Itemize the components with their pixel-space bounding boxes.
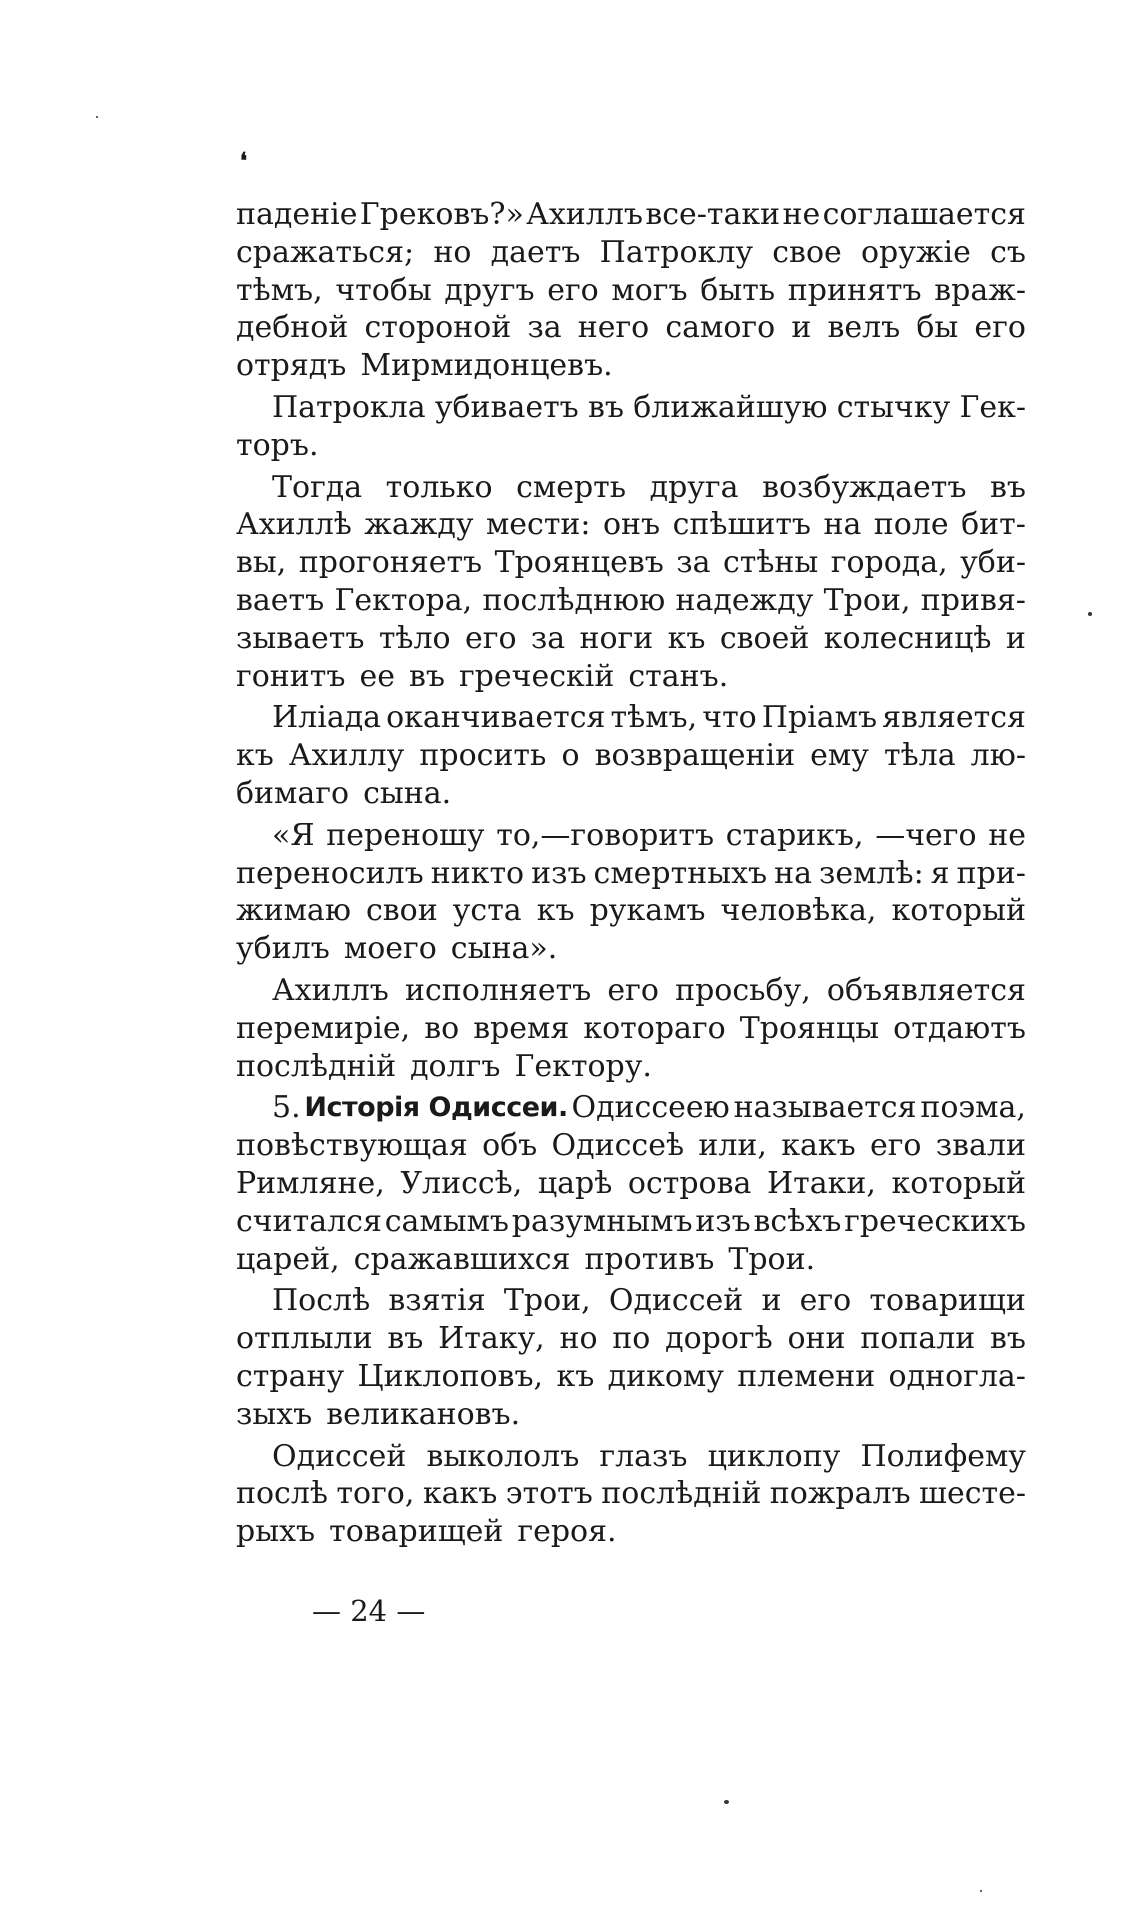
text-line bbox=[236, 1010, 1026, 1048]
word: переносилъ bbox=[236, 855, 424, 891]
word: сражаться; bbox=[236, 234, 415, 270]
word: отдаютъ bbox=[893, 1010, 1026, 1046]
text-line bbox=[236, 892, 1026, 930]
word: Полифему bbox=[860, 1438, 1026, 1474]
word: бы bbox=[916, 310, 959, 346]
word: дебной bbox=[236, 310, 349, 346]
word: одногла- bbox=[888, 1358, 1026, 1394]
word: паденіе bbox=[236, 197, 358, 232]
word: разумнымъ bbox=[511, 1203, 693, 1239]
word: свое bbox=[772, 234, 842, 270]
word: все-таки bbox=[645, 197, 781, 232]
word: послѣднюю bbox=[482, 582, 666, 618]
word: друга bbox=[649, 469, 739, 505]
word: послѣдній bbox=[601, 1476, 762, 1512]
word: не bbox=[782, 197, 821, 232]
word: выкололъ bbox=[426, 1438, 580, 1474]
word: Итаку, bbox=[438, 1321, 545, 1357]
word: свои bbox=[365, 893, 438, 929]
text-line bbox=[236, 1127, 1026, 1165]
word: острова bbox=[627, 1165, 752, 1201]
word: изъ bbox=[531, 855, 587, 891]
text-line bbox=[236, 347, 1026, 385]
word: или, bbox=[698, 1128, 767, 1164]
word: къ bbox=[236, 738, 274, 774]
word: всѣхъ bbox=[753, 1203, 842, 1239]
text-line bbox=[236, 855, 1026, 893]
word: его bbox=[799, 1283, 852, 1319]
word: мести: bbox=[485, 507, 591, 543]
word: Патроклу bbox=[599, 234, 754, 270]
word: прогоняетъ bbox=[298, 545, 483, 581]
word: колесницѣ bbox=[823, 620, 992, 656]
text-line bbox=[236, 620, 1026, 658]
word: попали bbox=[860, 1321, 976, 1357]
word: зываетъ bbox=[236, 620, 365, 656]
word: смертныхъ bbox=[593, 855, 768, 891]
word: жажду bbox=[364, 507, 474, 543]
text-line bbox=[236, 817, 1026, 855]
word: съ bbox=[990, 234, 1026, 270]
word: и bbox=[1005, 620, 1026, 656]
word: Послѣ bbox=[272, 1283, 371, 1319]
word: Пріамъ bbox=[761, 700, 878, 736]
word: города, bbox=[830, 545, 948, 581]
text-line bbox=[236, 699, 1026, 737]
word: царѣ bbox=[537, 1165, 613, 1201]
word: Ахиллу bbox=[288, 738, 405, 774]
word: убиваетъ bbox=[434, 389, 579, 425]
scan-speck bbox=[980, 1890, 982, 1892]
word: станъ. bbox=[628, 658, 729, 694]
word: его bbox=[464, 620, 517, 656]
word: Трои, bbox=[823, 582, 911, 618]
text-line bbox=[236, 1358, 1026, 1396]
word: зыхъ bbox=[236, 1396, 313, 1432]
word: тѣла bbox=[883, 738, 956, 774]
scan-speck bbox=[724, 1800, 729, 1804]
word: на bbox=[774, 855, 812, 891]
word: отплыли bbox=[236, 1321, 373, 1357]
word: жимаю bbox=[236, 893, 351, 929]
word: Иліада bbox=[272, 700, 382, 736]
word: Улиссѣ, bbox=[400, 1165, 523, 1201]
word: принятъ bbox=[787, 272, 922, 308]
word: убилъ bbox=[236, 931, 330, 967]
word: отрядъ bbox=[236, 348, 347, 384]
text-line bbox=[236, 1203, 1026, 1241]
word: стороной bbox=[364, 310, 512, 346]
word: въ bbox=[990, 1321, 1026, 1357]
body-text bbox=[236, 196, 1026, 1551]
word: котораго bbox=[583, 1010, 726, 1046]
text-line bbox=[236, 775, 1026, 813]
word: смерть bbox=[516, 469, 627, 505]
word: того, bbox=[336, 1476, 415, 1512]
word: время bbox=[473, 1010, 570, 1046]
text-line bbox=[236, 544, 1026, 582]
word: ноги bbox=[579, 620, 654, 656]
word: какъ bbox=[781, 1128, 856, 1164]
section-heading: Исторія Одиссеи. bbox=[304, 1092, 568, 1124]
word: за bbox=[530, 620, 566, 656]
word: циклопу bbox=[707, 1438, 841, 1474]
word: никто bbox=[430, 855, 525, 891]
scan-speck bbox=[96, 116, 98, 118]
word: своей bbox=[719, 620, 810, 656]
word: враж- bbox=[934, 272, 1026, 308]
word: бит- bbox=[961, 507, 1026, 543]
word: Римляне, bbox=[236, 1165, 385, 1201]
word: за bbox=[676, 545, 711, 581]
word: переношу bbox=[326, 817, 485, 853]
word: Ахиллѣ bbox=[236, 507, 352, 543]
word: уби- bbox=[960, 545, 1026, 581]
word: Гектора, bbox=[334, 582, 473, 618]
word: даетъ bbox=[490, 234, 581, 270]
word: который bbox=[891, 893, 1026, 929]
word: Грековъ?» bbox=[359, 197, 524, 232]
word: оружіе bbox=[860, 234, 971, 270]
word: стѣны bbox=[722, 545, 819, 581]
word: послѣдній bbox=[236, 1048, 397, 1084]
word: тѣмъ, bbox=[610, 700, 698, 736]
word: Мирмидонцевъ. bbox=[360, 348, 613, 384]
word: за bbox=[527, 310, 562, 346]
word: къ bbox=[536, 893, 575, 929]
word: при- bbox=[956, 855, 1026, 891]
word: оканчивается bbox=[386, 700, 606, 736]
word: рыхъ bbox=[236, 1514, 316, 1550]
word: Одиссеею bbox=[571, 1090, 730, 1126]
word: только bbox=[385, 469, 493, 505]
page-number: — 24 — bbox=[312, 1594, 426, 1628]
word: соглашается bbox=[822, 197, 1026, 232]
word: могъ bbox=[611, 272, 688, 308]
word: страну bbox=[236, 1358, 345, 1394]
word: просьбу, bbox=[675, 972, 811, 1008]
word: какъ bbox=[422, 1476, 498, 1512]
word: Циклоповъ, bbox=[357, 1358, 544, 1394]
word: пожралъ bbox=[769, 1476, 911, 1512]
text-line bbox=[236, 1241, 1026, 1279]
word: Итаки, bbox=[766, 1165, 876, 1201]
word: на bbox=[823, 507, 862, 543]
word: дикому bbox=[607, 1358, 724, 1394]
word: возвращеніи bbox=[594, 738, 796, 774]
word: «Я bbox=[272, 817, 315, 853]
word: называется bbox=[733, 1090, 917, 1126]
word: ему bbox=[810, 738, 869, 774]
word: стычку bbox=[836, 389, 951, 425]
word: его bbox=[607, 972, 659, 1008]
word: —чего bbox=[875, 817, 977, 853]
word: въ bbox=[408, 658, 445, 694]
word: поле bbox=[873, 507, 949, 543]
word: къ bbox=[667, 620, 706, 656]
word: но bbox=[559, 1321, 598, 1357]
word: героя. bbox=[517, 1514, 617, 1550]
word: бимаго bbox=[236, 775, 350, 811]
word: сына». bbox=[450, 931, 558, 967]
word: Тогда bbox=[272, 469, 363, 505]
text-line bbox=[236, 1089, 1026, 1127]
word: товарищей bbox=[329, 1514, 504, 1550]
word: считался bbox=[236, 1203, 382, 1239]
word: вы, bbox=[236, 545, 287, 581]
word: во bbox=[424, 1010, 460, 1046]
word: противъ bbox=[584, 1241, 715, 1277]
word: о bbox=[561, 738, 580, 774]
word: но bbox=[433, 234, 472, 270]
word: ближайшую bbox=[633, 389, 828, 425]
text-line bbox=[236, 427, 1026, 465]
text-line bbox=[236, 196, 1026, 234]
word: который bbox=[891, 1165, 1026, 1201]
word: не bbox=[988, 817, 1026, 853]
word: Одиссей bbox=[608, 1283, 744, 1319]
word: послѣ bbox=[236, 1476, 329, 1512]
scan-speck bbox=[1088, 612, 1092, 616]
word: сына. bbox=[363, 775, 452, 811]
word: по bbox=[612, 1321, 651, 1357]
word: него bbox=[577, 310, 650, 346]
word: объ bbox=[482, 1128, 538, 1164]
word: землѣ: bbox=[818, 855, 924, 891]
word: Ахиллъ bbox=[526, 197, 644, 232]
word: гонитъ bbox=[236, 658, 346, 694]
word: тѣло bbox=[378, 620, 451, 656]
word: просить bbox=[419, 738, 547, 774]
word: дорогѣ bbox=[665, 1321, 773, 1357]
text-line bbox=[236, 972, 1026, 1010]
word: поэма, bbox=[920, 1090, 1026, 1126]
text-line bbox=[236, 506, 1026, 544]
text-line bbox=[236, 1165, 1026, 1203]
word: самого bbox=[665, 310, 776, 346]
text-line bbox=[236, 1320, 1026, 1358]
word: другъ bbox=[444, 272, 535, 308]
word: чтобы bbox=[335, 272, 432, 308]
word: сражавшихся bbox=[353, 1241, 571, 1277]
word: старикъ, bbox=[725, 817, 864, 853]
text-line bbox=[236, 1513, 1026, 1551]
word: взятія bbox=[388, 1283, 486, 1319]
text-line bbox=[236, 389, 1026, 427]
text-line bbox=[236, 658, 1026, 696]
word: моего bbox=[343, 931, 437, 967]
word: племени bbox=[737, 1358, 876, 1394]
word: его bbox=[547, 272, 599, 308]
word: исполняетъ bbox=[404, 972, 592, 1008]
word: Гек- bbox=[959, 389, 1026, 425]
word: ваетъ bbox=[236, 582, 325, 618]
word: что bbox=[702, 700, 757, 736]
text-line bbox=[236, 469, 1026, 507]
word: и bbox=[791, 310, 812, 346]
word: въ bbox=[990, 469, 1026, 505]
word: его bbox=[974, 310, 1026, 346]
text-line bbox=[236, 1475, 1026, 1513]
word: повѣствующая bbox=[236, 1128, 468, 1164]
word: то,—говоритъ bbox=[496, 817, 715, 853]
word: шесте- bbox=[919, 1476, 1026, 1512]
text-line bbox=[236, 1396, 1026, 1434]
word: Ахиллъ bbox=[272, 972, 389, 1008]
word: ее bbox=[359, 658, 395, 694]
text-line bbox=[236, 1048, 1026, 1086]
word: велъ bbox=[827, 310, 901, 346]
word: къ bbox=[556, 1358, 595, 1394]
word: товарищи bbox=[869, 1283, 1026, 1319]
word: Троянцы bbox=[739, 1010, 880, 1046]
word: и bbox=[761, 1283, 782, 1319]
word: изъ bbox=[695, 1203, 751, 1239]
text-line bbox=[236, 272, 1026, 310]
word: они bbox=[787, 1321, 846, 1357]
word: торъ. bbox=[236, 427, 319, 463]
text-line bbox=[236, 737, 1026, 775]
word: великановъ. bbox=[326, 1396, 521, 1432]
word: человѣка, bbox=[720, 893, 877, 929]
word: Одиссеѣ bbox=[551, 1128, 685, 1164]
word: самымъ bbox=[384, 1203, 510, 1239]
text-line bbox=[236, 1438, 1026, 1476]
word: греческихъ bbox=[844, 1203, 1026, 1239]
text-line bbox=[236, 1282, 1026, 1320]
section-number: 5. bbox=[272, 1090, 301, 1126]
word: въ bbox=[387, 1321, 424, 1357]
word: перемиріе, bbox=[236, 1010, 411, 1046]
text-line bbox=[236, 930, 1026, 968]
text-line bbox=[236, 309, 1026, 347]
text-line bbox=[236, 234, 1026, 272]
word: его bbox=[869, 1128, 922, 1164]
ornament-mark: ❛ bbox=[240, 148, 248, 174]
word: въ bbox=[588, 389, 624, 425]
word: рукамъ bbox=[589, 893, 706, 929]
word: привя- bbox=[920, 582, 1026, 618]
word: лю- bbox=[970, 738, 1026, 774]
word: возбуждаетъ bbox=[762, 469, 967, 505]
word: долгъ bbox=[410, 1048, 501, 1084]
word: надежду bbox=[675, 582, 814, 618]
word: Одиссей bbox=[272, 1438, 407, 1474]
word: глазъ bbox=[599, 1438, 688, 1474]
word: я bbox=[930, 855, 950, 891]
word: греческій bbox=[458, 658, 615, 694]
word: быть bbox=[700, 272, 776, 308]
word: Трои, bbox=[503, 1283, 591, 1319]
word: царей, bbox=[236, 1241, 340, 1277]
word: уста bbox=[452, 893, 522, 929]
word: спѣшитъ bbox=[672, 507, 812, 543]
word: Гектору. bbox=[514, 1048, 652, 1084]
word: Трои. bbox=[728, 1241, 816, 1277]
word: объявляется bbox=[826, 972, 1026, 1008]
word: Троянцевъ bbox=[494, 545, 664, 581]
word: звали bbox=[935, 1128, 1026, 1164]
word: тѣмъ, bbox=[236, 272, 323, 308]
word: онъ bbox=[602, 507, 661, 543]
word: Патрокла bbox=[272, 389, 426, 425]
text-line bbox=[236, 582, 1026, 620]
word: этотъ bbox=[505, 1476, 593, 1512]
word: является bbox=[882, 700, 1026, 736]
